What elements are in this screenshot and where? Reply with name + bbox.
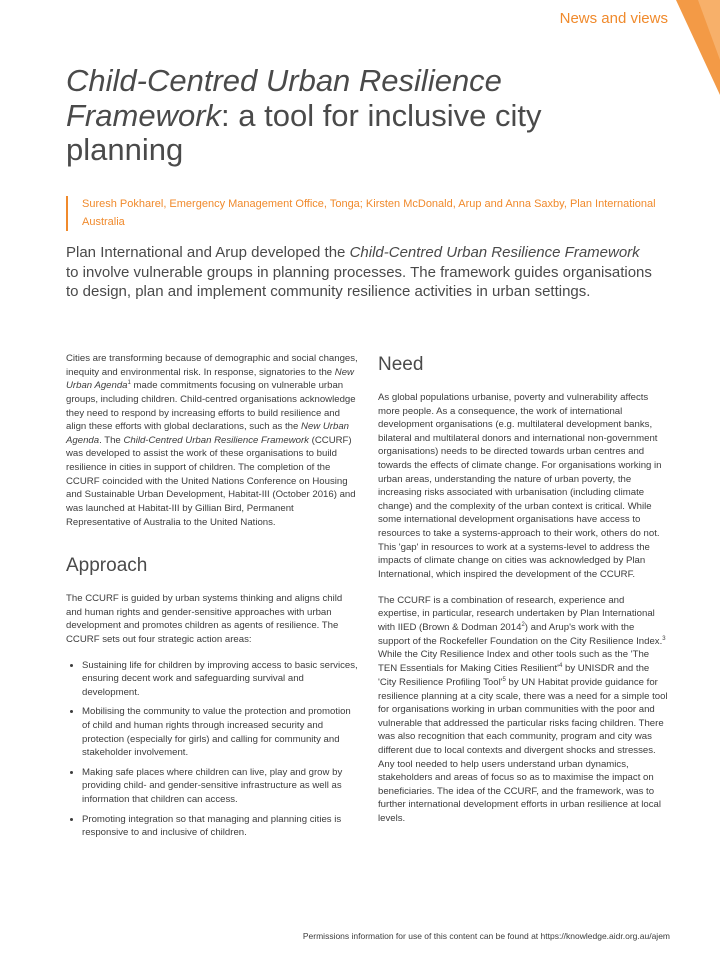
article-title (66, 64, 656, 168)
body-text: While the City Resilience Index and other tools such as the 'The TEN Essentials for Making Cities Resilient' (378, 649, 650, 675)
intro-text: Cities are transforming because of demographic and social changes, inequity and environmental risk. In response, signatories to the (66, 353, 358, 378)
intro-text: (CCURF) was developed to assist the work of these organisations to build resilience in cities in support of children. The completion of the CCURF coincided with the United Nations Conference on Housing and Sustainable Urban Development, Habitat-III (October 2016) and was launched at Habitat-III by Gillian Bird, Permanent Representative of Australia to the United Nations. (66, 434, 356, 528)
intro-italic: New Urban Agenda (66, 421, 350, 446)
intro-italic: New Urban Agenda (66, 366, 354, 392)
footnote-ref: 1 (127, 380, 131, 387)
list-item: • Promoting integration so that managing and planning cities is responsive to and inclusive of children. (82, 813, 358, 840)
section-label: News and views (559, 10, 668, 27)
list-item: • Making safe places where children can live, play and grow by providing child- and gender-sensitive infrastructure as well as information that children can access. (82, 766, 358, 807)
intro-italic: Child-Centred Urban Resilience Framework (123, 434, 309, 446)
intro-text: . The (99, 434, 124, 446)
article-title-rest: : a tool for inclusive city planning (66, 97, 542, 168)
lead-text: Plan International and Arup developed the (66, 244, 350, 261)
left-column (66, 352, 358, 846)
permissions-footer: Permissions information for use of this content can be found at https://knowledge.aidr.org.au/ajem (302, 931, 670, 941)
need-heading: Need (378, 354, 424, 375)
list-item: • Mobilising the community to value the protection and promotion of child and human rights through increased security and protection (especially for girls) and calling for community and stakeholder involvement. (82, 705, 358, 759)
list-item: • Sustaining life for children by improving access to basic services, ensuring decent work and safeguarding survival and development. (82, 659, 358, 700)
intro-paragraph (66, 352, 358, 529)
approach-heading: Approach (66, 555, 148, 577)
right-column (378, 352, 668, 838)
action-areas-list (66, 659, 358, 840)
footnote-ref: 5 (502, 676, 506, 683)
corner-decoration-inner (698, 0, 720, 60)
intro-text: made commitments focusing on vulnerable urban groups, including children. Child-centred organisations acknowledge they need to respond by increasing efforts to build resilience and align these efforts with global declarations, such as the (66, 380, 356, 433)
lead-italic: Child-Centred Urban Resilience Framework (349, 244, 640, 261)
footnote-ref: 4 (558, 662, 563, 669)
body-text: The CCURF is a combination of research, experience and expertise, in particular, research undertaken by Plan International with IIED (Brown & Dodman 2014 (378, 594, 655, 633)
approach-paragraph: The CCURF is guided by urban systems thinking and aligns child and human rights and gender-sensitive approaches with urban development and promotes children as agents of resilience. The CCURF sets out four strategic action areas: (66, 593, 343, 645)
article-title-italic: Child-Centred Urban Resilience Framework (66, 63, 502, 133)
article-lead (66, 243, 656, 302)
body-text: ) and Arup's work with the support of the Rockefeller Foundation on the City Resilience Index. (378, 621, 663, 647)
lead-text: to involve vulnerable groups in planning processes. The framework guides organisations to design, plan and implement community resilience activities in urban settings. (66, 263, 652, 300)
ccurf-paragraph (378, 594, 668, 826)
need-paragraph: As global populations urbanise, poverty and vulnerability affects more people. As a consequence, the work of international development organisations (e.g. multilateral development banks, bilateral and multilateral donors and international non-government organisations) needs to be directed towards urban centres and towards the effects of climate change. For organisations working in urban areas, understanding the nature of urban poverty, the increasing risks associated with urbanisation (including climate change) and the complexity of the urban context is critical. While some international development organisations have access to resources to take a systems-approach to their work, others do not. This 'gap' in resources to work at a systems-level to address the impacts of climate change on cities was acknowledged by Plan International, which inspired the development of the CCURF. (378, 391, 662, 580)
article-authors: Suresh Pokharel, Emergency Management Office, Tonga; Kirsten McDonald, Arup and Anna Saxby, Plan International Australia (66, 196, 672, 231)
footnote-ref: 3 (662, 635, 666, 642)
footnote-ref: 2 (521, 621, 525, 628)
body-text: by UN Habitat provide guidance for resilience planning at a city scale, there was a need for a simple tool for organisations working in urban communities with the poor and vulnerable that addressed the particular risks facing children. There was also recognition that each community, program and city was different due to local contexts and divergent shocks and stresses. Any tool needed to help users understand urban dynamics, stakeholders and areas of focus so as to maximise the impact on beneficiaries. The idea of the CCURF, and the framework, was to further international development efforts in urban resilience at local levels. (378, 676, 668, 824)
body-text: by UNISDR and the 'City Resilience Profiling Tool' (378, 663, 650, 688)
